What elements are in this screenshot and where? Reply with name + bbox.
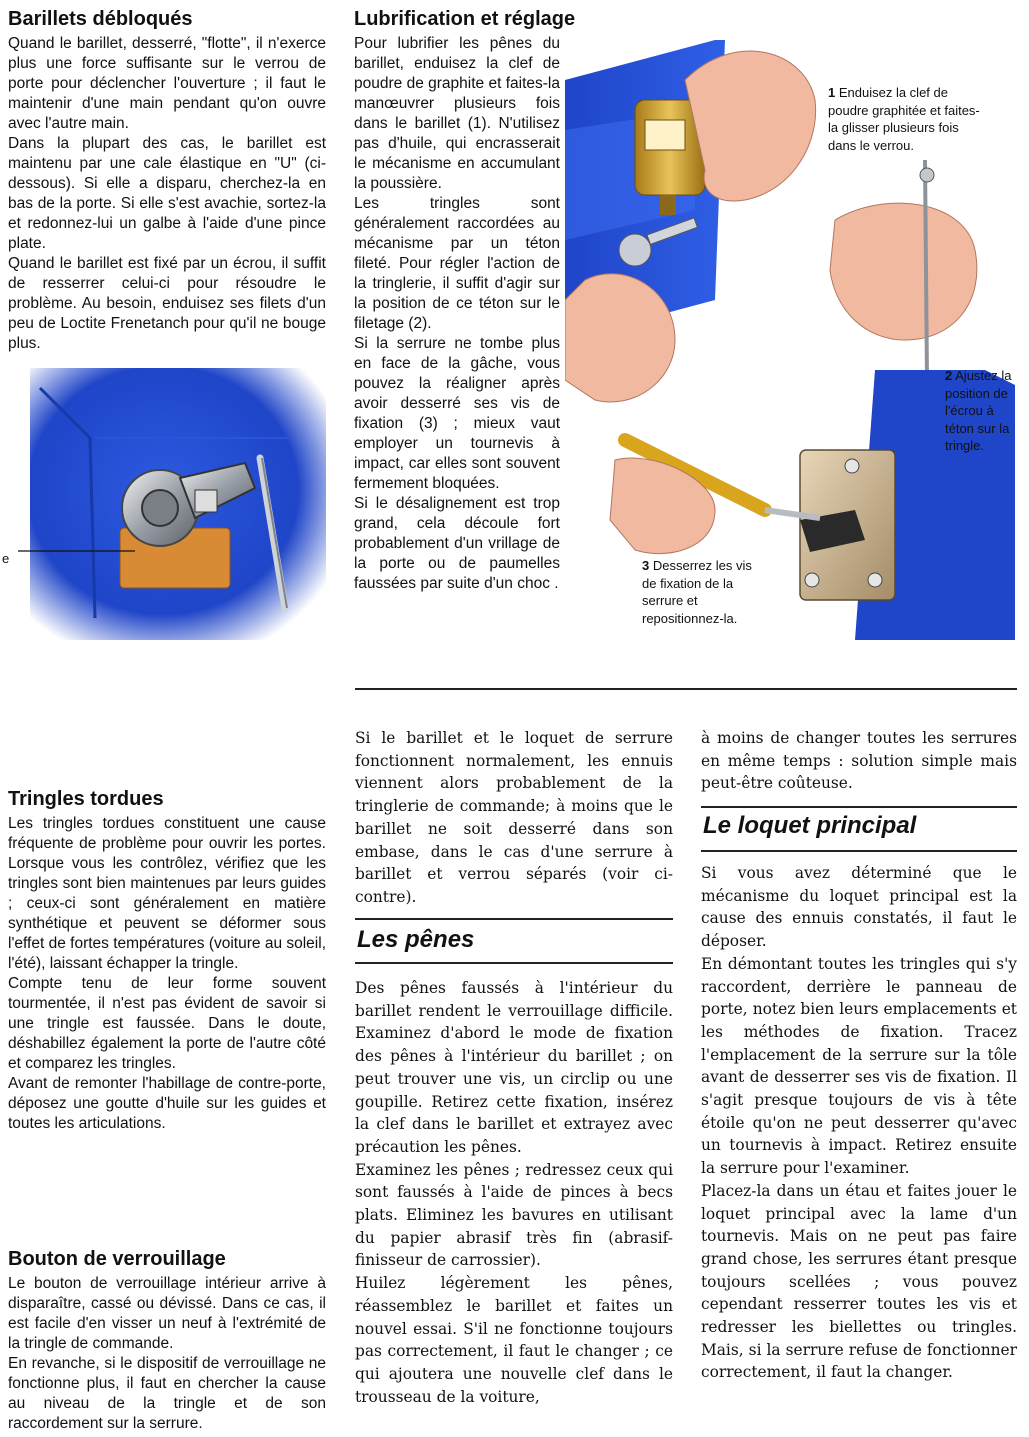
heading-rule xyxy=(701,806,1017,808)
caption-number: 2 xyxy=(945,368,953,383)
heading-rule xyxy=(355,918,673,920)
column-2 xyxy=(355,727,673,909)
section-title: Lubrification et réglage xyxy=(354,8,576,30)
caption-number: 1 xyxy=(828,85,836,100)
paragraph: Examinez les pênes ; redressez ceux qui sont faussés à l'aide de pinces à becs plats. Eliminez les bavures en utilisant du papier abrasif très fin (abrasif-finisseur de carrossier). xyxy=(355,1160,673,1270)
caption-text: Desserrez les vis de fixation de la serrure et repositionnez-la. xyxy=(642,558,752,626)
photo-label: e xyxy=(2,551,10,566)
paragraph: Les tringles sont généralement raccordées au mécanisme par un téton fileté. Pour régler l'action de la tringlerie, il suffit d'agir sur la position de ce téton sur le filetage (2). xyxy=(354,195,560,332)
barillet-photo xyxy=(0,368,326,640)
paragraph: Si le désalignement est trop grand, cela découle fort probablement d'un vrillage de la porte ou de paumelles faussées par suite d'un choc . xyxy=(354,495,560,592)
caption-number: 3 xyxy=(642,558,650,573)
heading-rule xyxy=(701,850,1017,852)
paragraph: Avant de remonter l'habillage de contre-porte, déposez une goutte d'huile sur les guides et toutes les articulations. xyxy=(8,1075,326,1132)
heading-rule xyxy=(355,962,673,964)
loquet-body xyxy=(701,862,1017,1384)
section-title: Les pênes xyxy=(357,926,475,953)
paragraph: En revanche, si le dispositif de verrouillage ne fonctionne plus, il faut en chercher la cause au niveau de la tringle et de son raccordement sur la serrure. xyxy=(8,1355,326,1432)
section-loquet xyxy=(703,812,1017,840)
paragraph: Dans la plupart des cas, le barillet est maintenu par une cale élastique en "U" (ci-dessous). Si elle a disparu, cherchez-la en bas de la porte. Si elle s'est avachie, sortez-la et redonnez-lui un galbe à l'aide d'une pince plate. xyxy=(8,135,326,252)
paragraph: Si vous avez déterminé que le mécanisme du loquet principal est la cause des ennuis constatés, il faut le déposer. xyxy=(701,864,1017,951)
section-penes xyxy=(357,926,673,954)
section-title: Tringles tordues xyxy=(8,788,164,810)
paragraph: Le bouton de verrouillage intérieur arrive à disparaître, cassé ou dévissé. Dans ce cas, il est facile d'en visser un neuf à l'extrémité de la tringle de commande. xyxy=(8,1275,326,1352)
paragraph: Les tringles tordues constituent une cause fréquente de problème pour ouvrir les portes. Lorsque vous les contrôlez, vérifiez que les tringles sont bien maintenues par leurs guides ; ceux-ci sont généralement en matière synthétique et peuvent se déformer sous l'effet de fortes températures (voiture au soleil, l'été), laissant échapper la tringle. xyxy=(8,815,326,972)
caption-text: Ajustez la position de l'écrou à téton sur la tringle. xyxy=(945,368,1012,453)
section-bouton xyxy=(8,1248,326,1434)
paragraph: En démontant toutes les tringles qui s'y raccordent, derrière le panneau de porte, notez bien leurs emplacements et les méthodes de fixation. Tracez l'emplacement de la serrure sur la tôle avant de desserrer ses vis de fixation. Il s'agit presque toujours de vis à tête étoile qu'on ne peut desserrer qu'avec un tournevis à impact. Retirez ensuite la serrure pour l'examiner. xyxy=(701,954,1017,1178)
section-title: Bouton de verrouillage xyxy=(8,1248,226,1270)
section-barillets xyxy=(8,8,326,354)
caption-text: Enduisez la clef de poudre graphitée et faites-la glisser plusieurs fois dans le verrou. xyxy=(828,85,980,153)
paragraph: Quand le barillet est fixé par un écrou, il suffit de resserrer celui-ci pour résoudre le problème. Au besoin, enduisez ses filets d'un peu de Loctite Frenetanch pour qu'il ne bouge plus. xyxy=(8,255,326,352)
paragraph: Quand le barillet, desserré, "flotte", il n'exerce plus une force suffisante sur le verrou de porte pour déclencher l'ouverture ; il faut le maintenir d'une main pendant qu'on ouvre avec l'autre main. xyxy=(8,35,326,132)
paragraph: Des pênes faussés à l'intérieur du barillet rendent le verrouillage difficile. Examinez d'abord le mode de fixation des pênes à l'intérieur du barillet ; on peut trouver une vis, un circlip ou une goupille. Retirez cette fixation, insérez la clef dans le barillet et extrayez avec précaution les pênes. xyxy=(355,979,673,1156)
paragraph: Placez-la dans un étau et faites jouer le loquet principal avec la lame d'un tournevis. Mais on ne peut pas faire grand chose, les serrures étant presque toujours scellées ; vous pouvez cependant resserrer toutes les vis et redresser les biellettes ou tringles. Mais, si la serrure refuse de fonctionner correctement, il faut la changer. xyxy=(701,1181,1017,1382)
section-title: Barillets débloqués xyxy=(8,8,193,30)
paragraph: Huilez légèrement les pênes, réassemblez le barillet et faites un nouvel essai. S'il ne fonctionne toujours pas correctement, il faut le changer ; ce qui ajoutera une nouvelle clef dans le trousseau de la voiture, xyxy=(355,1274,673,1406)
section-tringles xyxy=(8,788,326,1134)
caption-2 xyxy=(945,367,1023,455)
caption-1 xyxy=(828,84,988,154)
paragraph: Compte tenu de leur forme souvent tourmentée, il n'est pas évident de savoir si une tringle est faussée. Dans le doute, déshabillez également la porte de l'autre côté et comparez les tringles. xyxy=(8,975,326,1072)
paragraph: Si la serrure ne tombe plus en face de la gâche, vous pouvez la réaligner après avoir desserré ses vis de fixation (3) ; mieux vaut employer un tournevis à impact, car elles sont souvent fermement bloquées. xyxy=(354,335,560,492)
paragraph: Pour lubrifier les pênes du barillet, enduisez la clef de poudre de graphite et faites-la manœuvrer plusieurs fois dans le barillet (1). N'utilisez pas d'huile, qui encrasserait le mécanisme en accumulant la poussière. xyxy=(354,35,560,192)
column-3 xyxy=(701,727,1017,795)
penes-body xyxy=(355,977,673,1408)
intro-paragraph: à moins de changer toutes les serrures en même temps : solution simple mais peut-être coûteuse. xyxy=(701,729,1017,793)
caption-3 xyxy=(642,557,757,627)
section-divider xyxy=(355,688,1017,690)
section-title: Le loquet principal xyxy=(703,812,917,839)
section-lubrification xyxy=(354,8,576,594)
intro-paragraph: Si le barillet et le loquet de serrure fonctionnent normalement, les ennuis viennent alors probablement de la tringlerie de commande; à moins que le barillet ne soit desserré dans son embase, dans le cas d'une serrure à barillet et verrou séparés (voir ci-contre). xyxy=(355,729,673,906)
